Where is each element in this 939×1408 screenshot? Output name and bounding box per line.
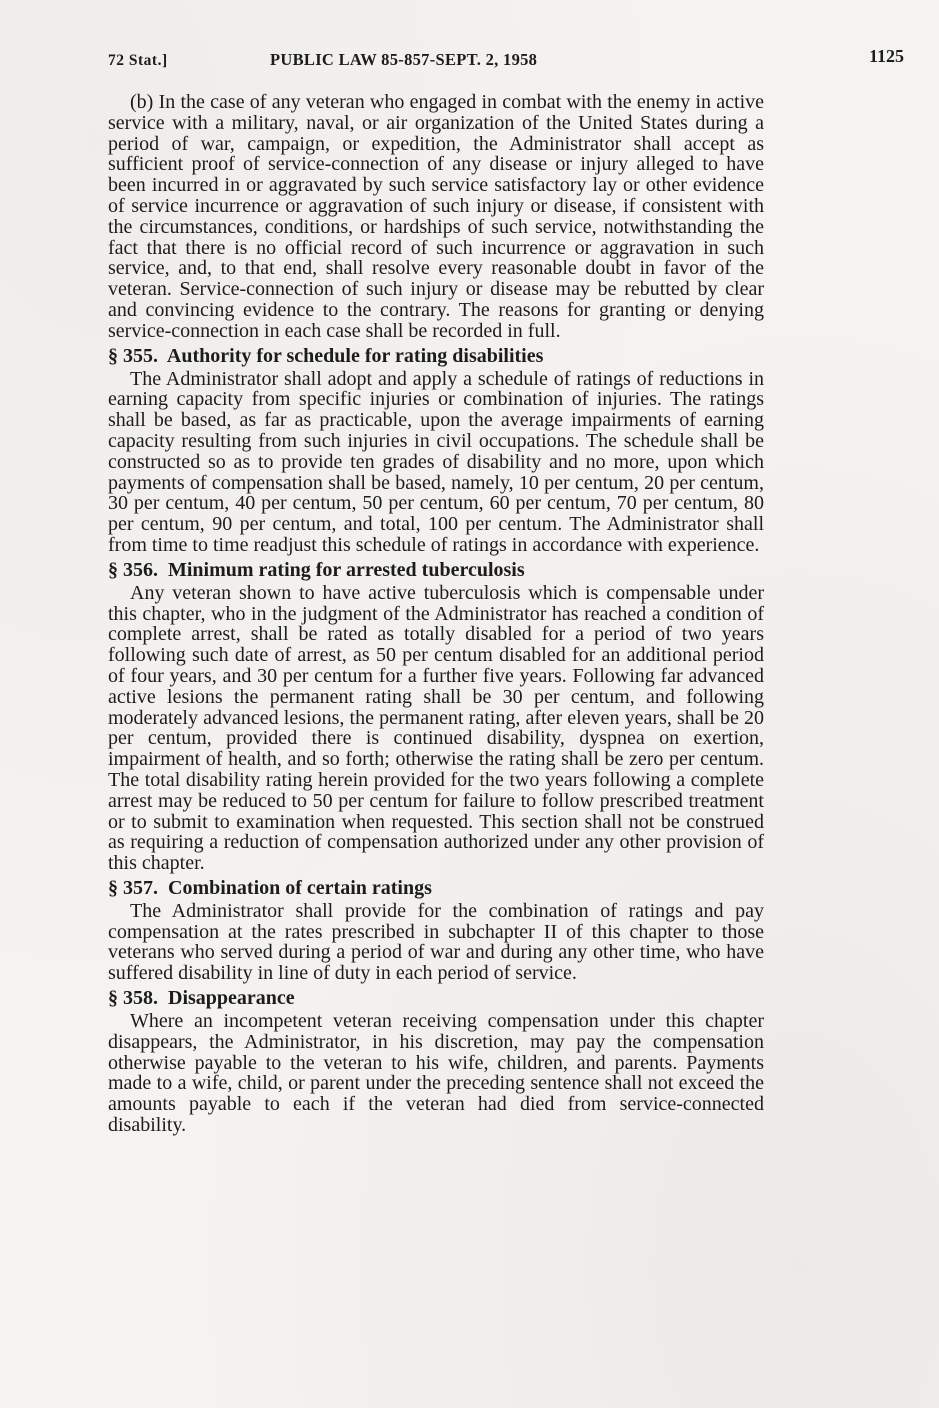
running-title: PUBLIC LAW 85-857-SEPT. 2, 1958 xyxy=(270,50,538,69)
section-text: Where an incompetent veteran receiving compensation under this chapter disappears, the Administrator, in his discretion, may pay the compensation otherwise payable to the veteran to his wife, children, and parents. Payments made to a wife, child, or parent under the preceding sentence shall not exceed the amounts payable to each if the veteran had died from service-connected disability. xyxy=(108,1010,764,1137)
section-heading xyxy=(108,345,764,368)
section-357 xyxy=(108,877,764,984)
section-number: § 356. xyxy=(108,558,158,581)
section-heading xyxy=(108,559,764,582)
section-heading xyxy=(108,877,764,900)
section-number: § 357. xyxy=(108,876,158,899)
section-title: Authority for schedule for rating disabilities xyxy=(166,344,544,367)
section-title: Disappearance xyxy=(168,987,295,1010)
section-355 xyxy=(108,345,764,556)
section-heading xyxy=(108,987,764,1010)
section-text: The Administrator shall adopt and apply a schedule of ratings of reductions in earning capacity from specific injuries or combination of injuries. The ratings shall be based, as far as practicable, upon the average impairments of earning capacity resulting from such injuries in civil occupations. The schedule shall be constructed so as to provide ten grades of disability and no more, upon which payments of compensation shall be based, namely, 10 per centum, 20 per centum, 30 per centum, 40 per centum, 50 per centum, 60 per centum, 70 per centum, 80 per centum, 90 per centum, and total, 100 per centum. The Administrator shall from time to time readjust this schedule of ratings in accordance with experience. xyxy=(108,367,764,556)
section-356 xyxy=(108,559,764,874)
section-text: The Administrator shall provide for the combination of ratings and pay compensation at the rates prescribed in subchapter II of this chapter to those veterans who served during a period of war and during any other time, who have suffered disability in line of duty in each period of service. xyxy=(108,899,764,985)
page-header xyxy=(108,46,904,76)
statute-reference: 72 Stat.] xyxy=(108,52,168,69)
section-358 xyxy=(108,987,764,1136)
section-title: Minimum rating for arrested tuberculosis xyxy=(168,558,525,581)
section-title: Combination of certain ratings xyxy=(168,876,432,899)
section-number: § 358. xyxy=(108,987,158,1010)
paragraph-b: (b) In the case of any veteran who engaged in combat with the enemy in active service with a military, naval, or air organization of the United States during a period of war, campaign, or expedition, the Administrator shall accept as sufficient proof of service-connection of any disease or injury alleged to have been incurred in or aggravated by such service satisfactory lay or other evidence of service incurrence or aggravation of such injury or disease, if consistent with the circumstances, conditions, or hardships of such service, notwithstanding the fact that there is no official record of such incurrence or aggravation in such service, and, to that end, shall resolve every reasonable doubt in favor of the veteran. Service-connection of such injury or disease may be rebutted by clear and convincing evidence to the contrary. The reasons for granting or denying service-connection in each case shall be recorded in full. xyxy=(108,91,764,342)
page-body xyxy=(108,92,764,1136)
section-text: Any veteran shown to have active tuberculosis which is compensable under this chapter, who in the judgment of the Administrator has reached a condition of complete arrest, shall be rated as totally disabled for a period of two years following such date of arrest, as 50 per centum disabled for an additional period of four years, and 30 per centum for a further five years. Following far advanced active lesions the permanent rating shall be 30 per centum, and following moderately advanced lesions, the permanent rating, after eleven years, shall be 20 per centum, provided there is continued disability, dyspnea on exertion, impairment of health, and so forth; otherwise the rating shall be zero per centum. The total disability rating herein provided for the two years following a complete arrest may be reduced to 50 per centum for failure to follow prescribed treatment or to submit to examination when requested. This section shall not be construed as requiring a reduction of compensation authorized under any other provision of this chapter. xyxy=(108,581,764,875)
section-number: § 355. xyxy=(108,344,158,367)
page-number: 1125 xyxy=(868,46,904,66)
